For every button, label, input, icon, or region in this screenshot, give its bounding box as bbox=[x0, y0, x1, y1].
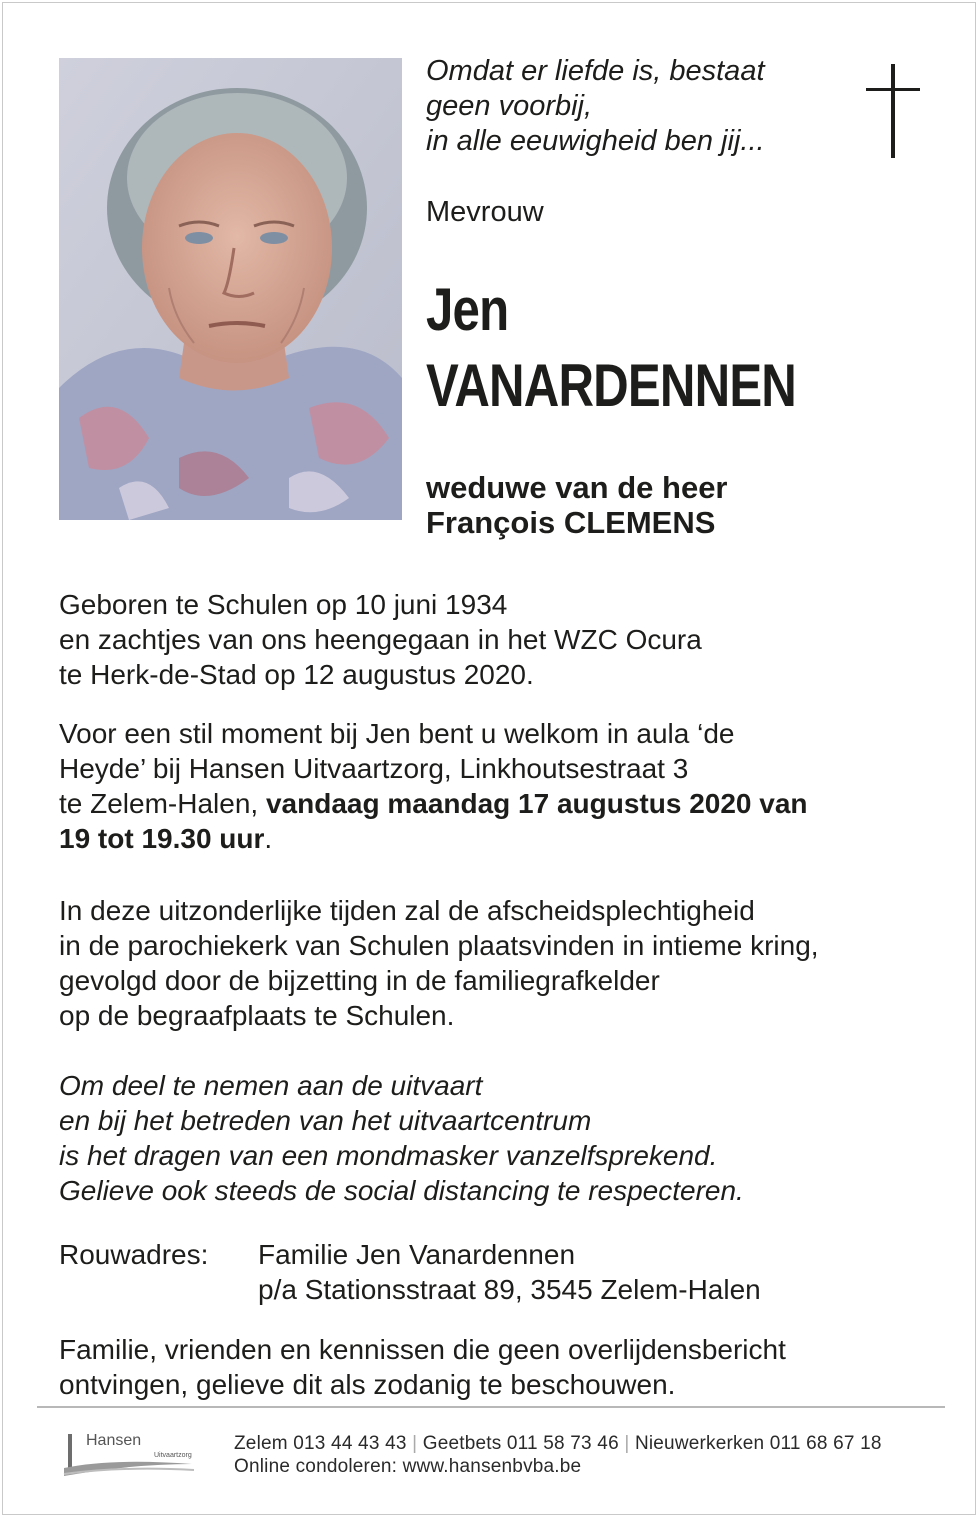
last-name: VANARDENNEN bbox=[426, 352, 797, 419]
logo-subtitle: Uitvaartzorg bbox=[154, 1452, 192, 1459]
paragraph-line: In deze uitzonderlijke tijden zal de afscheidsplechtigheid bbox=[59, 895, 755, 926]
spouse-line: weduwe van de heer bbox=[426, 470, 728, 505]
verse-line: in alle eeuwigheid ben jij... bbox=[426, 125, 765, 157]
ceremony-paragraph bbox=[59, 893, 819, 1033]
footer-divider bbox=[37, 1406, 945, 1408]
paragraph-line: Heyde’ bij Hansen Uitvaartzorg, Linkhoutsestraat 3 bbox=[59, 753, 689, 784]
phone-geetbets: Geetbets 011 58 73 46 bbox=[422, 1433, 619, 1454]
paragraph-line: gevolgd door de bijzetting in de familiegrafkelder bbox=[59, 965, 660, 996]
mourning-address bbox=[258, 1237, 761, 1307]
address-line: p/a Stationsstraat 89, 3545 Zelem-Halen bbox=[258, 1274, 761, 1305]
period: . bbox=[264, 823, 273, 854]
closing-paragraph bbox=[59, 1332, 786, 1402]
paragraph-line: op de begraafplaats te Schulen. bbox=[59, 1000, 455, 1031]
paragraph-line: Geboren te Schulen op 10 juni 1934 bbox=[59, 589, 508, 620]
portrait-photo bbox=[59, 58, 402, 520]
visit-location: te Zelem-Halen, bbox=[59, 788, 266, 819]
paragraph-line: te Herk-de-Stad op 12 augustus 2020. bbox=[59, 659, 534, 690]
paragraph-line: en zachtjes van ons heengegaan in het WZC Ocura bbox=[59, 624, 702, 655]
separator: | bbox=[412, 1433, 418, 1454]
address-line: Familie Jen Vanardennen bbox=[258, 1239, 576, 1270]
paragraph-line bbox=[59, 786, 808, 821]
phone-nieuwerkerken: Nieuwerkerken 011 68 67 18 bbox=[634, 1433, 882, 1454]
logo-name: Hansen bbox=[86, 1432, 142, 1449]
footer-contacts bbox=[234, 1432, 882, 1478]
first-name: Jen bbox=[426, 276, 509, 343]
online-condolence: Online condoleren: www.hansenbvba.be bbox=[234, 1456, 582, 1477]
visitation-paragraph bbox=[59, 716, 808, 856]
covid-notice bbox=[59, 1068, 744, 1208]
visit-time: 19 tot 19.30 uur bbox=[59, 823, 265, 854]
notice-line: Om deel te nemen aan de uitvaart bbox=[59, 1070, 483, 1101]
notice-line: is het dragen van een mondmasker vanzelfsprekend. bbox=[59, 1140, 718, 1171]
paragraph-line: in de parochiekerk van Schulen plaatsvinden in intieme kring, bbox=[59, 930, 819, 961]
notice-line: en bij het betreden van het uitvaartcentrum bbox=[59, 1105, 592, 1136]
spouse-name: François CLEMENS bbox=[426, 505, 716, 540]
birth-death-paragraph bbox=[59, 587, 702, 692]
visit-date: vandaag maandag 17 augustus 2020 van bbox=[265, 788, 808, 819]
cross-icon bbox=[866, 64, 920, 158]
verse bbox=[426, 54, 765, 159]
phone-zelem: Zelem 013 44 43 43 bbox=[234, 1433, 407, 1454]
paragraph-line: Familie, vrienden en kennissen die geen overlijdensbericht bbox=[59, 1334, 786, 1365]
verse-line: geen voorbij, bbox=[426, 90, 593, 122]
paragraph-line: ontvingen, gelieve dit als zodanig te beschouwen. bbox=[59, 1369, 676, 1400]
address-label: Rouwadres: bbox=[59, 1239, 209, 1270]
spouse-info bbox=[426, 470, 728, 540]
notice-line: Gelieve ook steeds de social distancing te respecteren. bbox=[59, 1175, 744, 1206]
honorific: Mevrouw bbox=[426, 196, 544, 228]
phone-numbers bbox=[234, 1432, 882, 1455]
paragraph-line: Voor een stil moment bij Jen bent u welkom in aula ‘de bbox=[59, 718, 735, 749]
hansen-logo bbox=[62, 1430, 202, 1482]
verse-line: Omdat er liefde is, bestaat bbox=[426, 55, 765, 87]
separator: | bbox=[624, 1433, 630, 1454]
paragraph-line bbox=[59, 821, 808, 856]
